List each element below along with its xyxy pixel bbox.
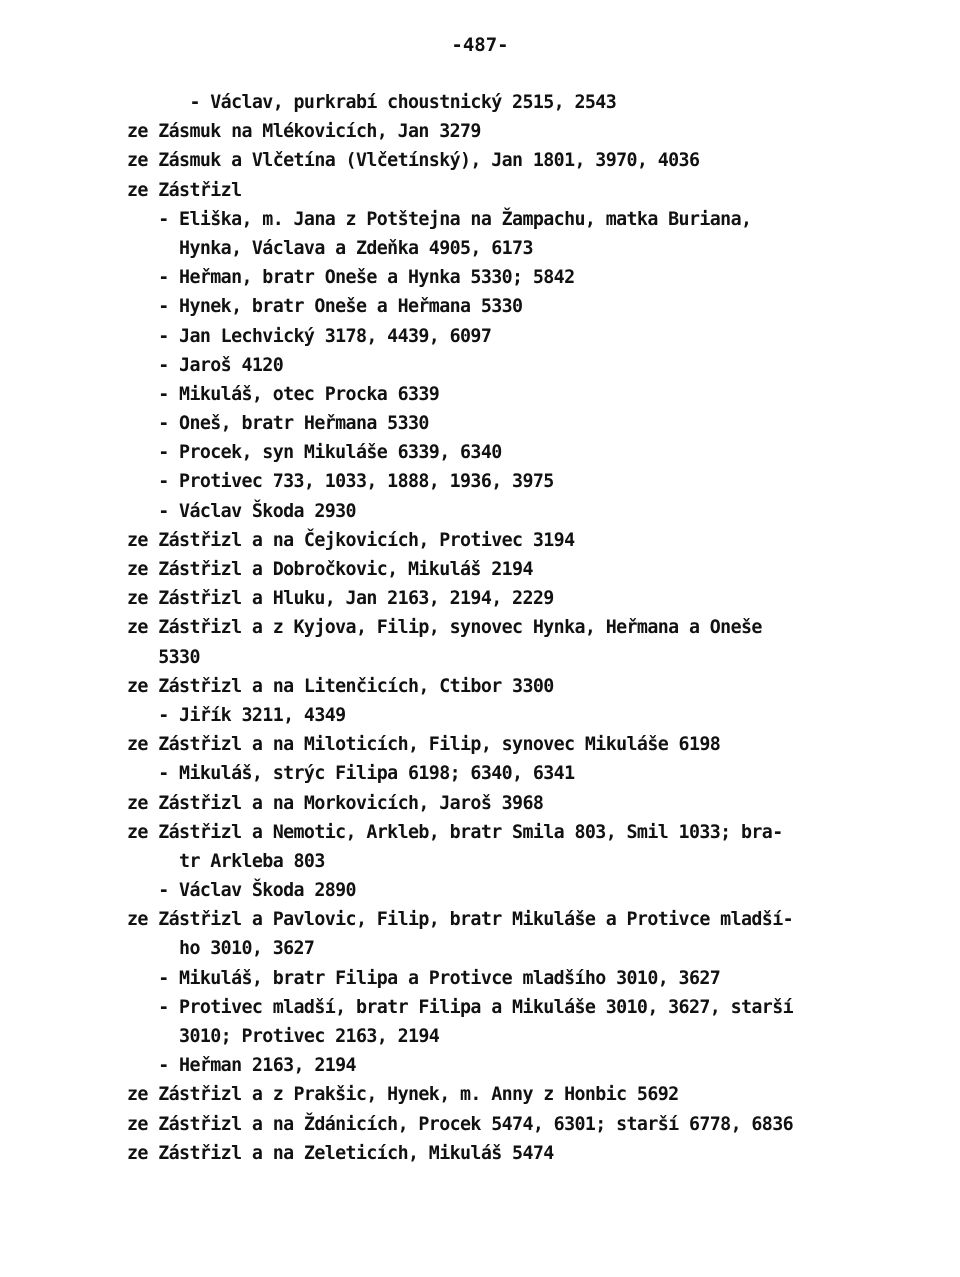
index-line: ze Zástřizl a z Prakšic, Hynek, m. Anny z Honbic 5692 <box>127 1084 679 1106</box>
index-line: - Jan Lechvický 3178, 4439, 6097 <box>127 325 492 347</box>
index-line: - Václav Škoda 2890 <box>127 880 356 902</box>
index-line: ze Zástřizl a Dobročkovic, Mikuláš 2194 <box>127 559 533 580</box>
index-line: ze Zástřizl a na Litenčicích, Ctibor 3300 <box>127 675 554 697</box>
index-line: ze Zástřizl a Hluku, Jan 2163, 2194, 2229 <box>127 588 554 610</box>
index-line: - Václav Škoda 2930 <box>127 500 356 522</box>
index-line: ze Zásmuk a Vlčetína (Vlčetínský), Jan 1801, 3970, 4036 <box>127 150 700 172</box>
index-line: ze Zástřizl a na Zeleticích, Mikuláš 5474 <box>127 1142 554 1164</box>
index-line: ze Zástřizl a Pavlovic, Filip, bratr Mikuláše a Protivce mladší- <box>127 909 793 931</box>
index-line: - Heřman 2163, 2194 <box>127 1055 356 1077</box>
index-line: ze Zástřizl a na Čejkovicích, Protivec 3194 <box>127 529 575 551</box>
index-line: - Jaroš 4120 <box>127 354 284 376</box>
index-line: - Eliška, m. Jana z Potštejna na Žampachu, matka Buriana, <box>127 208 752 230</box>
index-entries <box>127 88 917 1168</box>
index-line: - Mikuláš, otec Procka 6339 <box>127 383 440 405</box>
index-line: ze Zásmuk na Mlékovicích, Jan 3279 <box>127 121 481 143</box>
index-line: - Mikuláš, strýc Filipa 6198; 6340, 6341 <box>127 763 575 785</box>
index-line: ho 3010, 3627 <box>127 938 315 960</box>
index-line: ze Zástřizl a na Miloticích, Filip, synovec Mikuláše 6198 <box>127 734 721 756</box>
index-line: ze Zástřizl a z Kyjova, Filip, synovec Hynka, Heřmana a Oneše <box>127 617 762 639</box>
index-line: - Mikuláš, bratr Filipa a Protivce mladšího 3010, 3627 <box>127 967 721 989</box>
index-line: ze Zástřizl <box>127 179 242 201</box>
index-line: 5330 <box>127 646 200 668</box>
index-line: - Jiřík 3211, 4349 <box>127 704 346 726</box>
page-number: -487- <box>451 34 509 56</box>
index-line: tr Arkleba 803 <box>127 850 325 872</box>
index-line: Hynka, Václava a Zdeňka 4905, 6173 <box>127 237 533 259</box>
index-line: - Protivec mladší, bratr Filipa a Mikuláše 3010, 3627, starší <box>127 996 793 1018</box>
index-line: - Oneš, bratr Heřmana 5330 <box>127 413 429 435</box>
index-line: 3010; Protivec 2163, 2194 <box>127 1026 440 1047</box>
index-line: - Procek, syn Mikuláše 6339, 6340 <box>127 442 502 464</box>
index-line: ze Zástřizl a na Morkovicích, Jaroš 3968 <box>127 792 544 814</box>
index-line: - Protivec 733, 1033, 1888, 1936, 3975 <box>127 471 554 493</box>
index-line: ze Zástřizl a na Ždánicích, Procek 5474, 6301; starší 6778, 6836 <box>127 1113 793 1135</box>
index-line: ze Zástřizl a Nemotic, Arkleb, bratr Smila 803, Smil 1033; bra- <box>127 821 783 843</box>
index-line: - Heřman, bratr Oneše a Hynka 5330; 5842 <box>127 267 575 289</box>
index-line: - Václav, purkrabí choustnický 2515, 2543 <box>127 92 617 113</box>
index-line: - Hynek, bratr Oneše a Heřmana 5330 <box>127 296 523 318</box>
